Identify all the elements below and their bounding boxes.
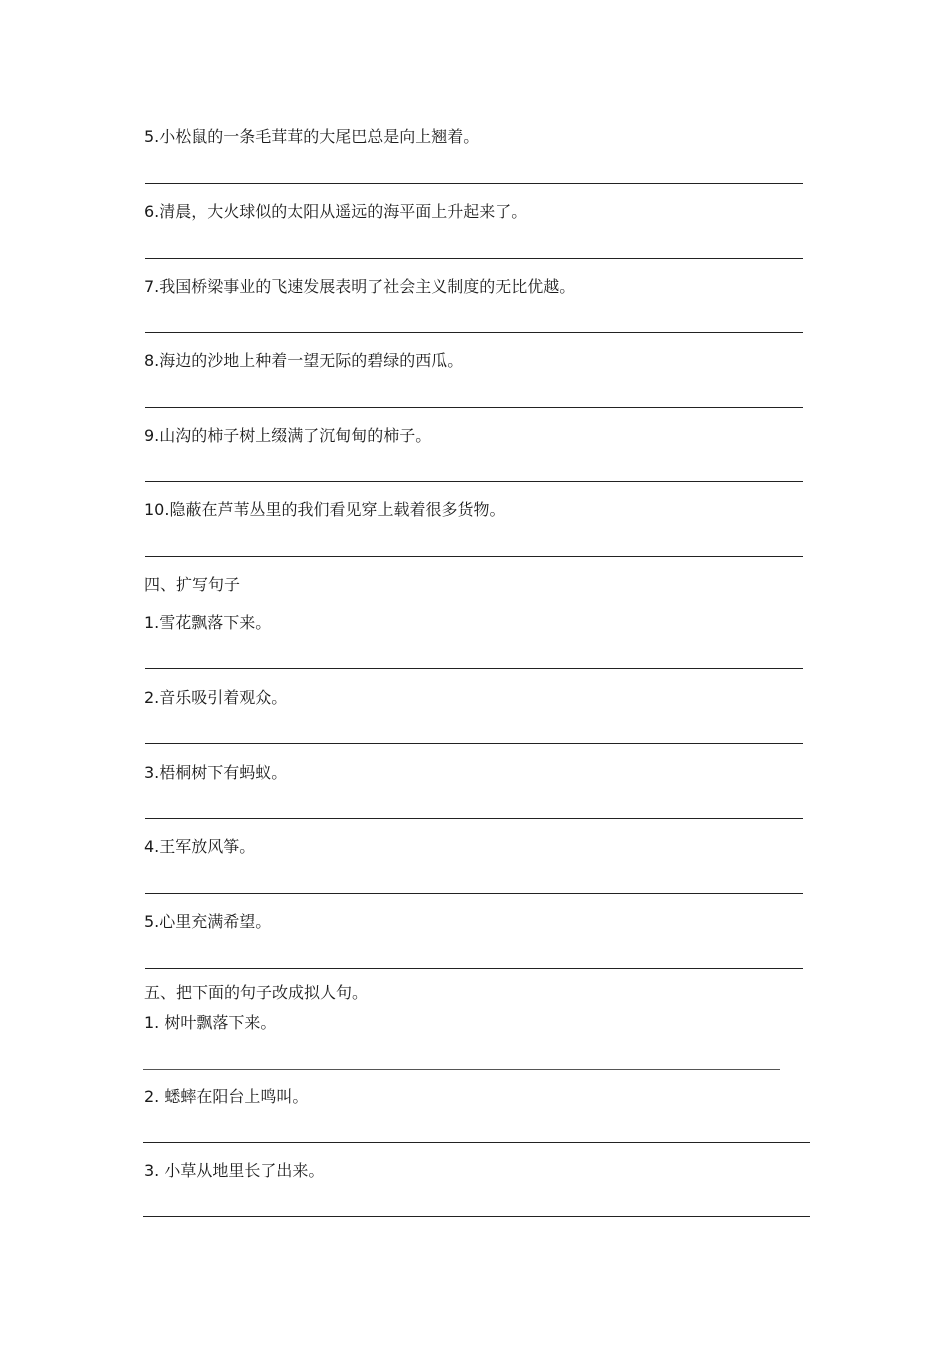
sentence-item: 5.心里充满希望。	[144, 912, 272, 931]
answer-line[interactable]	[145, 183, 803, 184]
sentence-item: 2.音乐吸引着观众。	[144, 688, 288, 707]
sentence-item: 9.山沟的柿子树上缀满了沉甸甸的柿子。	[144, 426, 432, 445]
answer-line[interactable]	[145, 481, 803, 482]
answer-line[interactable]	[145, 258, 803, 259]
answer-line[interactable]	[145, 556, 803, 557]
answer-line[interactable]	[145, 332, 803, 333]
answer-line[interactable]	[143, 1216, 810, 1217]
answer-line[interactable]	[143, 1069, 780, 1070]
sentence-item: 2. 蟋蟀在阳台上鸣叫。	[144, 1087, 309, 1106]
sentence-item: 5.小松鼠的一条毛茸茸的大尾巴总是向上翘着。	[144, 127, 480, 146]
answer-line[interactable]	[145, 668, 803, 669]
answer-line[interactable]	[145, 818, 803, 819]
answer-line[interactable]	[145, 407, 803, 408]
sentence-item: 3.梧桐树下有蚂蚁。	[144, 763, 288, 782]
sentence-item: 10.隐蔽在芦苇丛里的我们看见穿上载着很多货物。	[144, 500, 506, 519]
sentence-item: 1.雪花飘落下来。	[144, 613, 272, 632]
sentence-item: 6.清晨，大火球似的太阳从遥远的海平面上升起来了。	[144, 202, 528, 221]
answer-line[interactable]	[145, 968, 803, 969]
section-heading: 四、扩写句子	[144, 575, 241, 594]
sentence-item: 8.海边的沙地上种着一望无际的碧绿的西瓜。	[144, 351, 464, 370]
sentence-item: 3. 小草从地里长了出来。	[144, 1161, 325, 1180]
sentence-item: 4.王军放风筝。	[144, 837, 256, 856]
section-heading: 五、把下面的句子改成拟人句。	[144, 983, 369, 1002]
sentence-item: 1. 树叶飘落下来。	[144, 1013, 277, 1032]
answer-line[interactable]	[145, 743, 803, 744]
answer-line[interactable]	[143, 1142, 810, 1143]
sentence-item: 7.我国桥梁事业的飞速发展表明了社会主义制度的无比优越。	[144, 277, 576, 296]
answer-line[interactable]	[145, 893, 803, 894]
